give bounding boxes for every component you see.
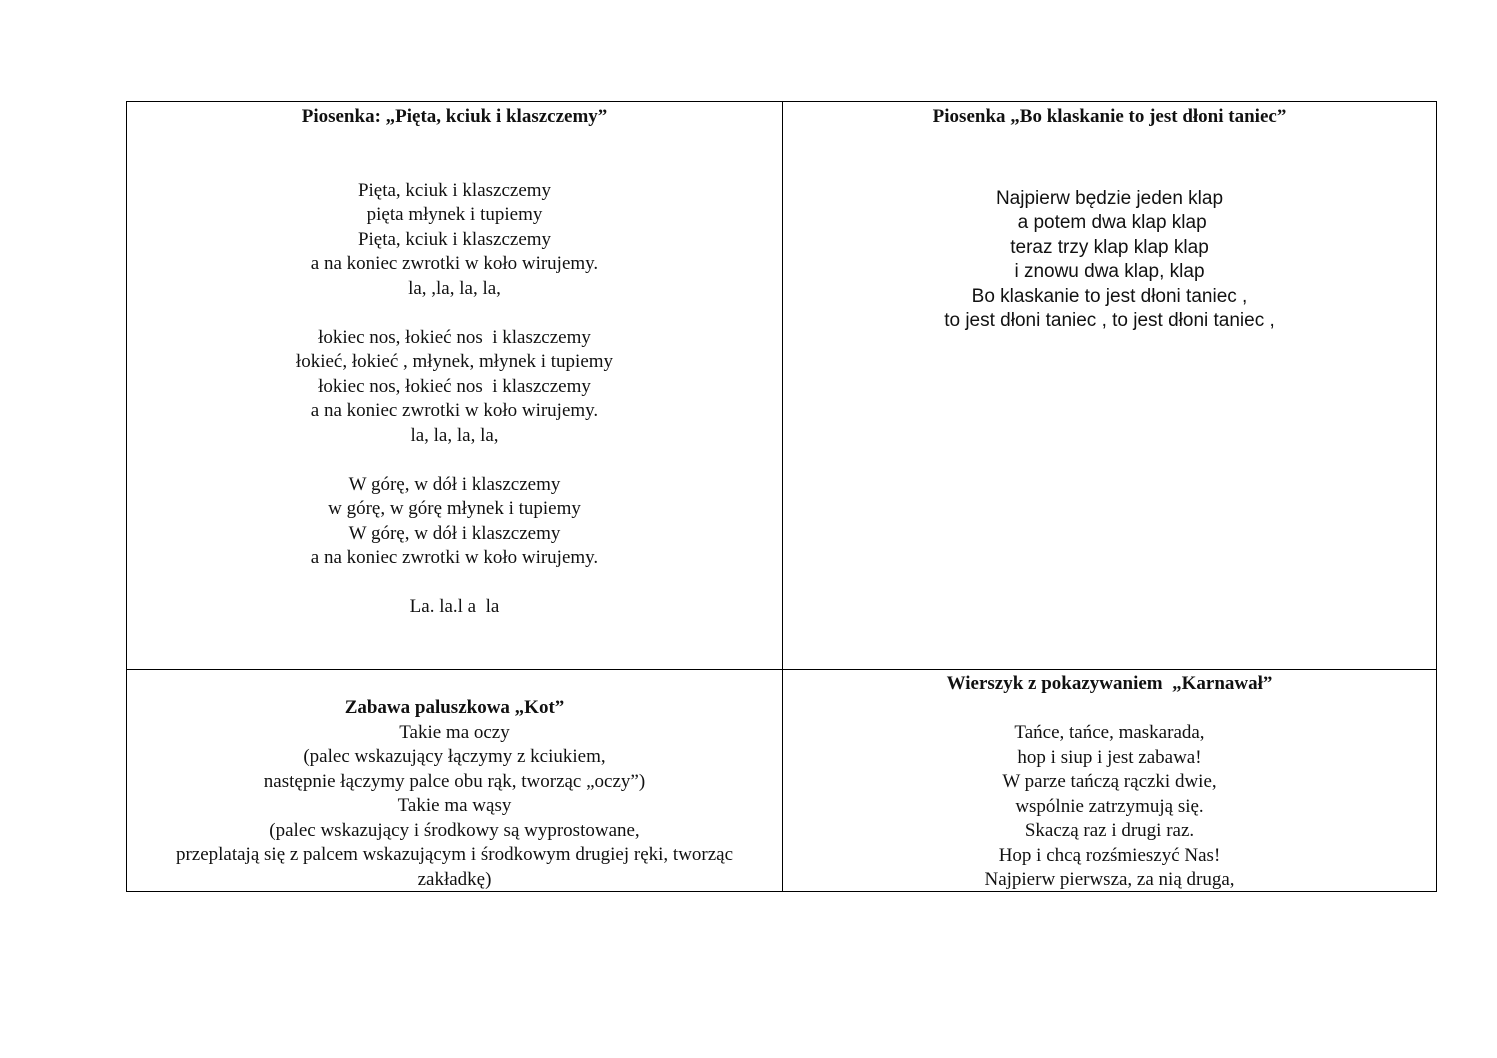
song-klaskanie-lyrics-line: teraz trzy klap klap klap	[1010, 236, 1209, 258]
song-pieta-title: Piosenka: „Pięta, kciuk i klaszczemy”	[301, 106, 608, 127]
song-pieta-lyrics-line: łokieć, łokieć , młynek, młynek i tupiemy	[295, 351, 614, 372]
poem-karnawal-line: W parze tańczą rączki dwie,	[1002, 771, 1217, 792]
song-pieta-lyrics-line: W górę, w dół i klaszczemy	[348, 473, 561, 495]
song-klaskanie-lyrics-line: Najpierw będzie jeden klap	[995, 187, 1224, 209]
cell-song-klaskanie	[783, 102, 1436, 669]
song-klaskanie-lyrics-line: a potem dwa klap klap	[1012, 212, 1207, 233]
poem-karnawal-line: Najpierw pierwsza, za nią druga,	[984, 869, 1235, 890]
game-kot-line: przeplatają się z palcem wskazującym i środkowym drugiej ręki, tworząc zakładkę)	[175, 844, 734, 890]
song-klaskanie-lyrics-line: i znowu dwa klap, klap	[1014, 261, 1205, 282]
game-kot-text	[127, 721, 782, 892]
song-pieta-lyrics-line: łokiec nos, łokieć nos i klaszczemy	[318, 326, 591, 348]
song-pieta-lyrics-line	[127, 448, 782, 473]
song-pieta-lyrics-line: Pięta, kciuk i klaszczemy	[357, 228, 552, 250]
cell-song-pieta	[127, 102, 782, 669]
song-pieta-lyrics-line: a na koniec zwrotki w koło wirujemy.	[310, 400, 599, 421]
game-kot-line: Takie ma wąsy	[397, 795, 512, 816]
game-kot-line: (palec wskazujący łączymy z kciukiem,	[303, 746, 606, 767]
song-pieta-lyrics-line	[127, 301, 782, 326]
song-klaskanie-lyrics-line: to jest dłoni taniec , to jest dłoni taniec ,	[944, 310, 1275, 331]
song-klaskanie-lyrics-line: Bo klaskanie to jest dłoni taniec ,	[971, 285, 1248, 307]
song-pieta-lyrics-line: a na koniec zwrotki w koło wirujemy.	[310, 253, 599, 274]
poem-karnawal-line: Tańce, tańce, maskarada,	[1014, 722, 1205, 743]
song-pieta-lyrics-line: a na koniec zwrotki w koło wirujemy.	[310, 547, 599, 568]
game-kot-line: (palec wskazujący i środkowy są wyprostowane,	[269, 819, 640, 841]
game-kot-line: Takie ma oczy	[399, 721, 510, 743]
poem-karnawal-line: Skaczą raz i drugi raz.	[1024, 820, 1195, 841]
game-kot-title: Zabawa paluszkowa „Kot”	[344, 697, 565, 718]
poem-karnawal-line: Hop i chcą rozśmieszyć Nas!	[998, 844, 1221, 866]
song-pieta-lyrics-line: w górę, w górę młynek i tupiemy	[328, 498, 581, 519]
poem-karnawal-text	[783, 721, 1436, 891]
song-pieta-lyrics-line: la, ,la, la, la,	[408, 277, 501, 299]
song-klaskanie-title: Piosenka „Bo klaskanie to jest dłoni taniec”	[932, 106, 1287, 127]
song-pieta-lyrics	[127, 179, 782, 620]
song-pieta-lyrics-line: Pięta, kciuk i klaszczemy	[357, 179, 552, 201]
cell-poem-karnawal	[783, 670, 1436, 891]
song-klaskanie-lyrics	[783, 187, 1436, 334]
song-pieta-lyrics-line: pięta młynek i tupiemy	[366, 204, 543, 225]
cell-game-kot	[127, 670, 782, 891]
poem-karnawal-line: wspólnie zatrzymują się.	[1015, 795, 1204, 817]
song-pieta-lyrics-line: la, la, la, la,	[410, 424, 499, 446]
content-table	[126, 101, 1437, 892]
song-pieta-lyrics-line	[127, 571, 782, 596]
song-pieta-lyrics-line: La. la.l a la	[409, 596, 500, 617]
song-pieta-lyrics-line: łokiec nos, łokieć nos i klaszczemy	[318, 375, 591, 397]
song-pieta-lyrics-line: W górę, w dół i klaszczemy	[348, 522, 561, 544]
poem-karnawal-title: Wierszyk z pokazywaniem „Karnawał”	[946, 673, 1273, 694]
game-kot-line: następnie łączymy palce obu rąk, tworząc „oczy”)	[263, 770, 646, 792]
poem-karnawal-line: hop i siup i jest zabawa!	[1017, 746, 1202, 768]
